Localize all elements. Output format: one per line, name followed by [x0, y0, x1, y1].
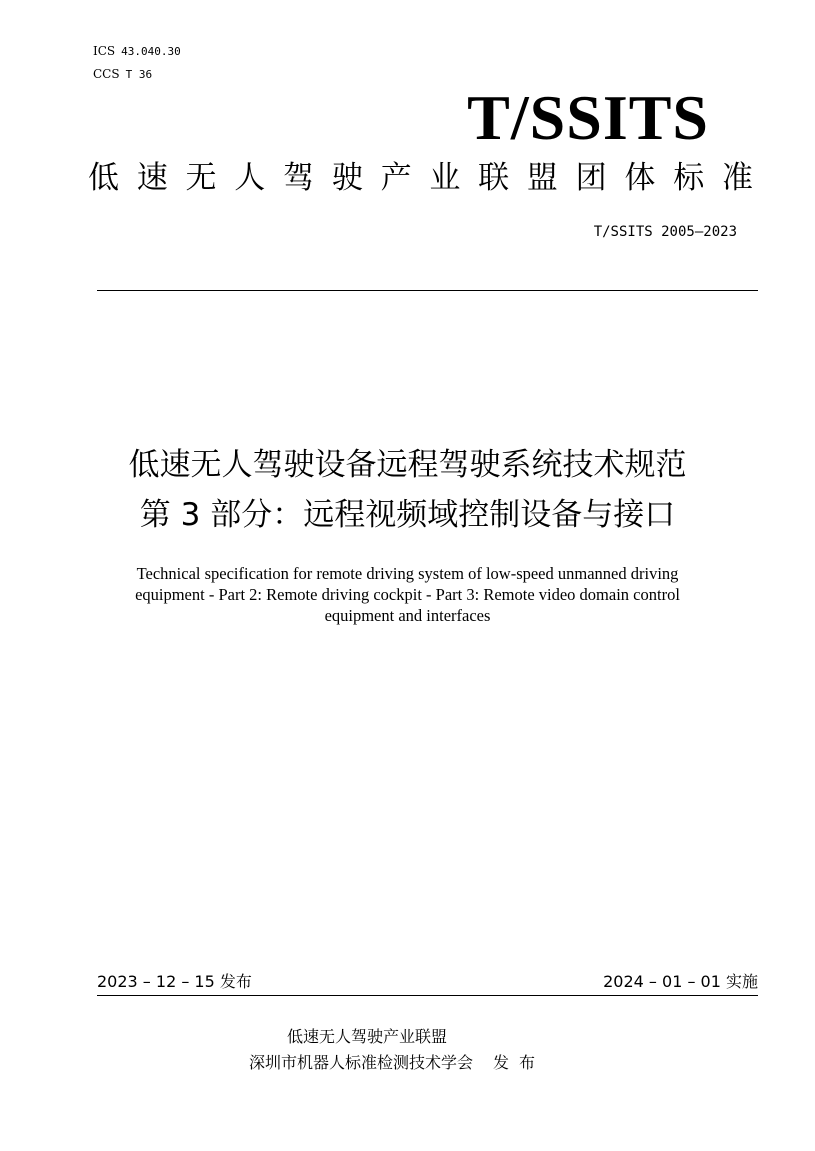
- org-title-char: 盟: [526, 160, 558, 196]
- publisher-2: 深圳市机器人标准检测技术学会: [249, 1053, 474, 1072]
- org-standard-title: [88, 154, 753, 202]
- org-title-char: 团: [575, 160, 607, 196]
- org-title-char: 驾: [283, 160, 315, 196]
- ics-code: 43.040.30: [121, 45, 181, 58]
- org-title-char: 联: [478, 160, 510, 196]
- dates-row: [97, 970, 758, 994]
- org-title-char: 人: [234, 160, 266, 196]
- standard-brand: T/SSITS: [467, 82, 709, 153]
- issue-date: 2023 – 12 – 15 发布: [97, 972, 252, 991]
- org-title-char: 准: [721, 160, 753, 196]
- chinese-title-line-1: 低速无人驾驶设备远程驾驶系统技术规范: [128, 447, 687, 483]
- org-title-char: 无: [185, 160, 217, 196]
- ccs-code: T 36: [125, 68, 153, 81]
- org-title-char: 体: [624, 160, 656, 196]
- publisher-2-line: [249, 1050, 545, 1076]
- org-title-char: 业: [429, 160, 461, 196]
- org-title-char: 产: [380, 160, 412, 196]
- ics-label: ICS: [93, 44, 116, 58]
- standard-number: T/SSITS 2005—2023: [593, 224, 737, 240]
- english-title: [0, 563, 815, 626]
- org-title-char: 速: [136, 160, 168, 196]
- publisher-1: 低速无人驾驶产业联盟: [287, 1027, 448, 1046]
- english-title-line-3: equipment and interfaces: [324, 606, 491, 625]
- english-title-line-2: equipment - Part 2: Remote driving cockpit - Part 3: Remote video domain control: [135, 585, 680, 604]
- bottom-divider: [97, 995, 758, 996]
- implementation-date: 2024 – 01 – 01 实施: [603, 972, 758, 991]
- chinese-title-line-2: 第 3 部分：远程视频域控制设备与接口: [139, 497, 676, 533]
- publish-action: 发布: [493, 1053, 546, 1072]
- org-title-char: 驶: [331, 160, 363, 196]
- top-divider: [97, 290, 758, 291]
- ics-line: [93, 40, 181, 63]
- org-title-char: 标: [673, 160, 705, 196]
- org-title-char: 低: [88, 160, 119, 196]
- english-title-line-1: Technical specification for remote driving system of low-speed unmanned driving: [136, 564, 679, 583]
- ccs-label: CCS: [93, 67, 120, 81]
